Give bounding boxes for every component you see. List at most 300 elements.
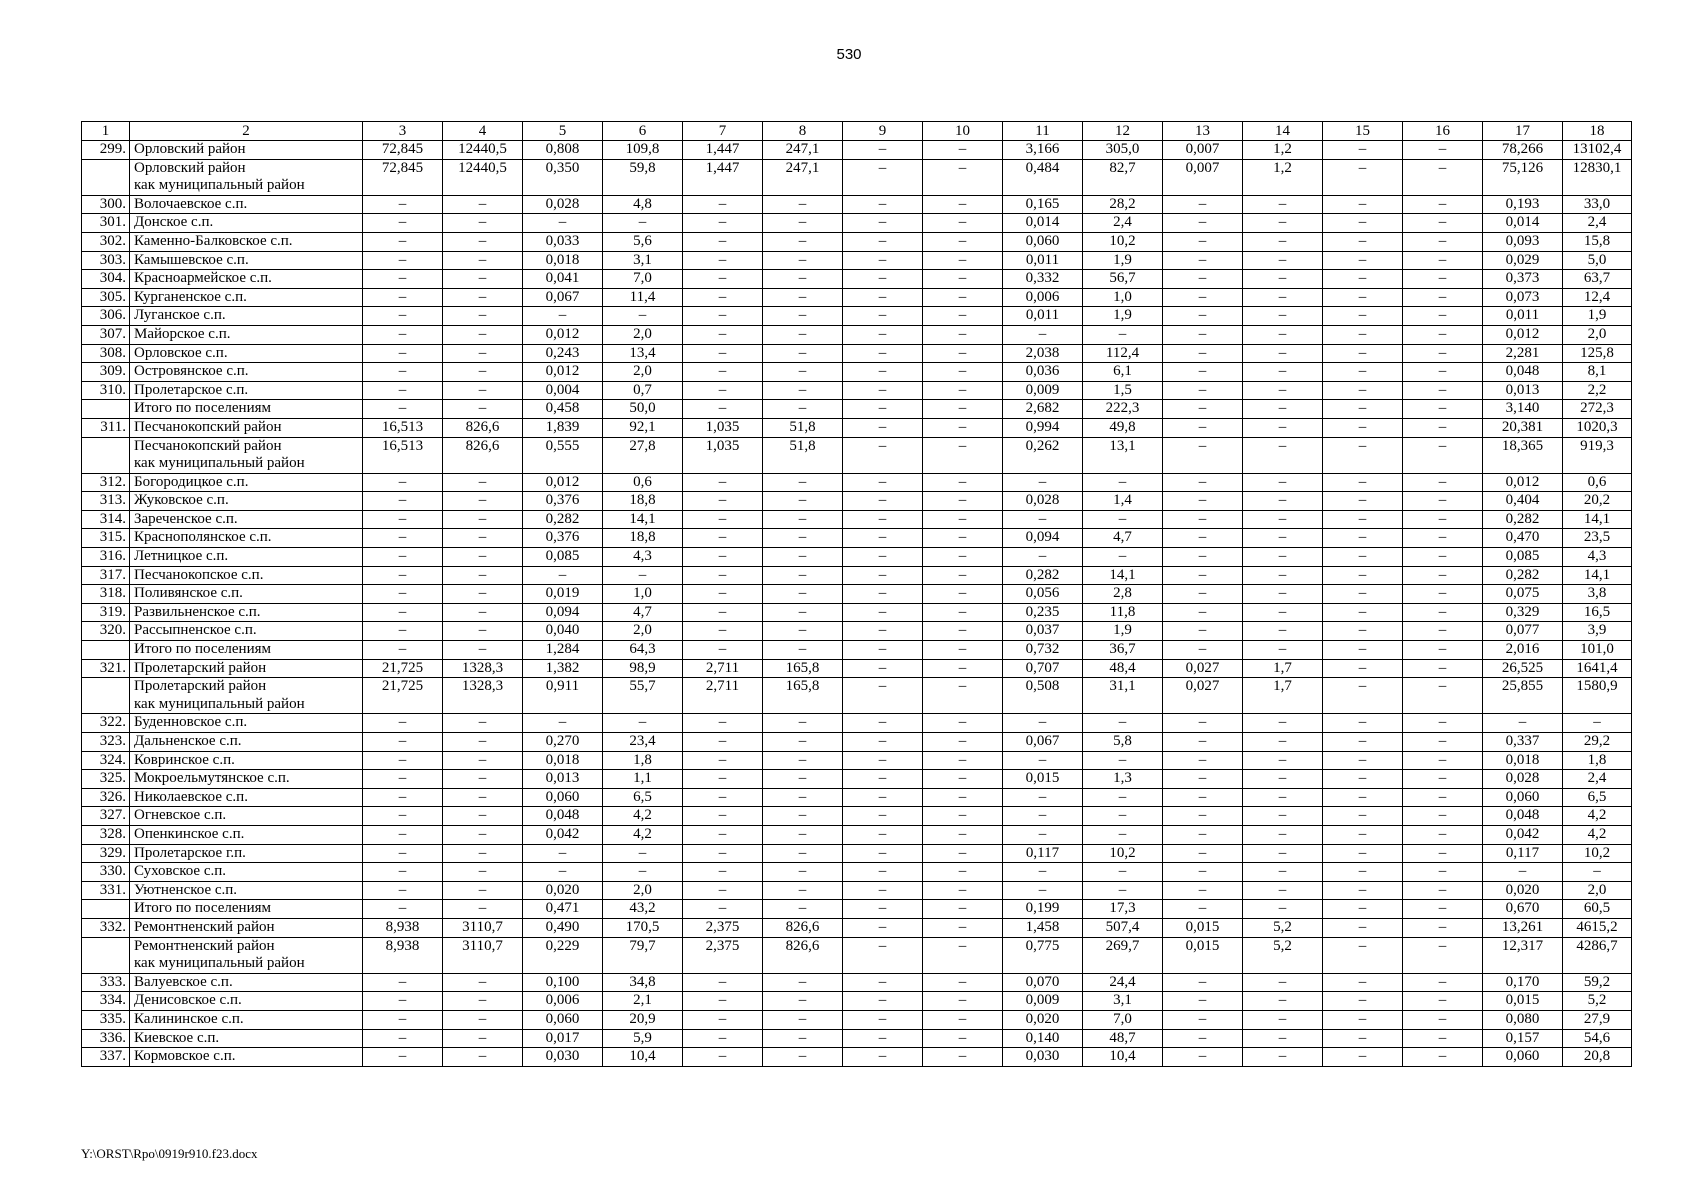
table-cell: – [683, 603, 763, 622]
column-header: 15 [1323, 122, 1403, 141]
table-cell: – [1323, 381, 1403, 400]
table-cell: – [1403, 232, 1483, 251]
table-cell: 2,0 [603, 622, 683, 641]
table-cell: – [763, 714, 843, 733]
row-number: 307. [82, 325, 130, 344]
table-cell: – [843, 214, 923, 233]
table-cell: – [843, 159, 923, 195]
table-cell: – [1403, 714, 1483, 733]
table-cell: 0,117 [1003, 844, 1083, 863]
table-cell: – [1083, 881, 1163, 900]
row-number: 316. [82, 548, 130, 567]
table-cell: – [1163, 844, 1243, 863]
table-cell: 1580,9 [1563, 678, 1632, 714]
table-cell: – [843, 807, 923, 826]
table-cell: 0,100 [523, 973, 603, 992]
table-cell: 23,5 [1563, 529, 1632, 548]
table-cell: – [363, 751, 443, 770]
footer-file-path: Y:\ORST\Rpo\0919r910.f23.docx [81, 1146, 258, 1161]
table-cell: – [1163, 714, 1243, 733]
table-cell: – [1323, 788, 1403, 807]
table-cell: – [843, 603, 923, 622]
row-name: Майорское с.п. [130, 325, 363, 344]
table-cell: – [683, 900, 763, 919]
table-cell: 0,282 [1483, 510, 1563, 529]
table-cell: – [1403, 141, 1483, 160]
table-cell: 79,7 [603, 937, 683, 973]
column-header: 10 [923, 122, 1003, 141]
table-cell: 0,085 [523, 548, 603, 567]
table-cell: 1,035 [683, 418, 763, 437]
table-cell: – [1243, 733, 1323, 752]
table-cell: – [1403, 937, 1483, 973]
table-cell: – [1403, 900, 1483, 919]
table-cell: 0,015 [1483, 992, 1563, 1011]
table-cell: – [1243, 751, 1323, 770]
table-cell: – [363, 1048, 443, 1067]
table-cell: 0,028 [1003, 492, 1083, 511]
table-cell: – [1403, 195, 1483, 214]
table-cell: – [1083, 325, 1163, 344]
table-cell: 4,2 [603, 825, 683, 844]
row-number: 323. [82, 733, 130, 752]
table-cell: – [683, 641, 763, 660]
table-cell: – [683, 344, 763, 363]
table-cell: – [1323, 622, 1403, 641]
row-number: 330. [82, 863, 130, 882]
table-cell: – [1323, 344, 1403, 363]
table-cell: – [763, 992, 843, 1011]
table-cell: – [1403, 992, 1483, 1011]
row-number: 326. [82, 788, 130, 807]
table-cell: – [843, 418, 923, 437]
table-cell: – [1403, 529, 1483, 548]
table-cell: – [1323, 900, 1403, 919]
table-cell: – [923, 844, 1003, 863]
table-cell: 0,070 [1003, 973, 1083, 992]
table-cell: – [1323, 603, 1403, 622]
table-cell: 8,938 [363, 937, 443, 973]
table-cell: 4,7 [603, 603, 683, 622]
table-row [82, 863, 1632, 882]
table-cell: – [363, 900, 443, 919]
table-cell: – [1403, 418, 1483, 437]
row-number: 313. [82, 492, 130, 511]
table-cell: – [443, 733, 523, 752]
table-cell: – [683, 844, 763, 863]
table-cell: – [1323, 437, 1403, 473]
table-cell: – [603, 714, 683, 733]
table-cell: 10,2 [1083, 232, 1163, 251]
table-cell: 0,040 [523, 622, 603, 641]
table-cell: – [1403, 807, 1483, 826]
table-cell: 0,067 [523, 288, 603, 307]
table-cell: – [1243, 473, 1323, 492]
table-cell: – [443, 307, 523, 326]
table-cell: – [923, 548, 1003, 567]
table-cell: – [843, 510, 923, 529]
row-number: 301. [82, 214, 130, 233]
table-cell: 0,013 [523, 770, 603, 789]
table-cell: 0,018 [523, 251, 603, 270]
table-cell: – [763, 270, 843, 289]
table-cell: – [923, 937, 1003, 973]
table-cell: 3,1 [603, 251, 683, 270]
table-cell: – [1003, 863, 1083, 882]
table-cell: 0,011 [1003, 307, 1083, 326]
table-cell: 0,329 [1483, 603, 1563, 622]
table-cell: 0,060 [523, 788, 603, 807]
table-cell: – [1403, 381, 1483, 400]
table-cell: – [1403, 918, 1483, 937]
table-cell: 7,0 [603, 270, 683, 289]
table-cell: – [1083, 788, 1163, 807]
table-cell: – [683, 548, 763, 567]
table-cell: – [843, 641, 923, 660]
table-cell: 0,020 [1483, 881, 1563, 900]
row-number: 319. [82, 603, 130, 622]
table-cell: – [923, 473, 1003, 492]
row-number: 299. [82, 141, 130, 160]
column-header: 4 [443, 122, 523, 141]
table-cell: – [683, 825, 763, 844]
table-cell: – [763, 973, 843, 992]
table-cell: – [1083, 751, 1163, 770]
row-number: 321. [82, 659, 130, 678]
table-cell: – [1163, 622, 1243, 641]
table-cell: – [763, 288, 843, 307]
table-cell: – [603, 844, 683, 863]
table-cell: – [1483, 714, 1563, 733]
row-number: 315. [82, 529, 130, 548]
table-cell: – [363, 973, 443, 992]
table-cell: – [843, 344, 923, 363]
table-cell: – [1243, 307, 1323, 326]
table-row [82, 678, 1632, 714]
table-cell: – [1403, 788, 1483, 807]
table-cell: – [1323, 510, 1403, 529]
table-cell: 0,009 [1003, 992, 1083, 1011]
table-cell: – [523, 566, 603, 585]
table-cell: – [763, 641, 843, 660]
table-cell: – [923, 400, 1003, 419]
table-cell: – [763, 566, 843, 585]
row-number: 333. [82, 973, 130, 992]
table-cell: 0,117 [1483, 844, 1563, 863]
table-row [82, 363, 1632, 382]
table-cell: 125,8 [1563, 344, 1632, 363]
table-cell: – [1323, 881, 1403, 900]
table-cell: – [443, 232, 523, 251]
table-cell: 6,5 [603, 788, 683, 807]
table-cell: 18,8 [603, 529, 683, 548]
table-cell: – [843, 288, 923, 307]
table-cell: 0,048 [1483, 807, 1563, 826]
table-cell: 5,2 [1563, 992, 1632, 1011]
table-cell: – [843, 1048, 923, 1067]
table-cell: – [1243, 825, 1323, 844]
table-row [82, 714, 1632, 733]
table-cell: – [843, 400, 923, 419]
table-cell: 0,6 [603, 473, 683, 492]
table-cell: – [923, 232, 1003, 251]
table-cell: – [363, 344, 443, 363]
row-number: 328. [82, 825, 130, 844]
table-cell: – [1083, 825, 1163, 844]
row-number [82, 400, 130, 419]
table-cell: 63,7 [1563, 270, 1632, 289]
table-cell: 72,845 [363, 141, 443, 160]
table-cell: – [363, 548, 443, 567]
row-name: Николаевское с.п. [130, 788, 363, 807]
table-cell: 0,028 [523, 195, 603, 214]
table-cell: 31,1 [1083, 678, 1163, 714]
table-cell: – [1243, 251, 1323, 270]
table-cell: 109,8 [603, 141, 683, 160]
table-cell: 2,4 [1563, 770, 1632, 789]
table-cell: 0,376 [523, 492, 603, 511]
table-cell: 0,060 [1483, 788, 1563, 807]
table-cell: – [763, 344, 843, 363]
table-cell: 4,2 [603, 807, 683, 826]
table-cell: – [1323, 807, 1403, 826]
table-cell: 5,0 [1563, 251, 1632, 270]
table-cell: – [523, 214, 603, 233]
table-cell: – [763, 473, 843, 492]
table-cell: – [843, 1029, 923, 1048]
table-cell: – [923, 437, 1003, 473]
row-number: 308. [82, 344, 130, 363]
table-cell: – [363, 825, 443, 844]
table-cell: – [923, 141, 1003, 160]
table-cell: – [1243, 214, 1323, 233]
row-number [82, 937, 130, 973]
table-cell: 0,042 [1483, 825, 1563, 844]
table-cell: – [363, 641, 443, 660]
table-cell: 0,994 [1003, 418, 1083, 437]
table-cell: – [763, 825, 843, 844]
table-cell: 1,9 [1083, 307, 1163, 326]
table-cell: – [1323, 159, 1403, 195]
table-cell: – [1323, 363, 1403, 382]
table-cell: – [923, 992, 1003, 1011]
table-cell: – [843, 770, 923, 789]
table-cell: 33,0 [1563, 195, 1632, 214]
table-cell: – [763, 325, 843, 344]
table-cell: 0,085 [1483, 548, 1563, 567]
table-cell: – [1403, 603, 1483, 622]
row-name: Пролетарский район [130, 659, 363, 678]
table-cell: 0,014 [1483, 214, 1563, 233]
table-cell: – [843, 622, 923, 641]
table-cell: 16,5 [1563, 603, 1632, 622]
table-cell: – [1403, 659, 1483, 678]
row-name: Суховское с.п. [130, 863, 363, 882]
row-name: Зареченское с.п. [130, 510, 363, 529]
table-cell: – [1323, 937, 1403, 973]
table-row [82, 751, 1632, 770]
table-cell: 1328,3 [443, 659, 523, 678]
table-cell: – [1483, 863, 1563, 882]
table-cell: – [1323, 195, 1403, 214]
row-number: 325. [82, 770, 130, 789]
table-cell: – [1003, 881, 1083, 900]
table-cell: – [763, 1048, 843, 1067]
table-cell: – [363, 622, 443, 641]
table-cell: – [843, 141, 923, 160]
table-cell: 75,126 [1483, 159, 1563, 195]
table-cell: – [1323, 529, 1403, 548]
table-row [82, 788, 1632, 807]
table-cell: 0,012 [1483, 473, 1563, 492]
row-name: Мокроельмутянское с.п. [130, 770, 363, 789]
table-cell: – [1163, 863, 1243, 882]
table-cell: – [1243, 585, 1323, 604]
table-cell: – [443, 1048, 523, 1067]
table-cell: – [683, 881, 763, 900]
table-cell: – [1403, 844, 1483, 863]
table-cell: – [763, 863, 843, 882]
table-cell: – [923, 973, 1003, 992]
table-cell: 2,682 [1003, 400, 1083, 419]
table-cell: – [923, 585, 1003, 604]
table-cell: 1,9 [1083, 251, 1163, 270]
table-cell: – [1323, 585, 1403, 604]
table-cell: 0,009 [1003, 381, 1083, 400]
table-cell: – [1323, 733, 1403, 752]
table-cell: 0,020 [523, 881, 603, 900]
table-cell: – [1003, 807, 1083, 826]
table-cell: – [363, 325, 443, 344]
table-cell: – [923, 1048, 1003, 1067]
row-number [82, 159, 130, 195]
table-cell: 13,1 [1083, 437, 1163, 473]
table-cell: 0,056 [1003, 585, 1083, 604]
table-cell: 0,041 [523, 270, 603, 289]
row-name: Луганское с.п. [130, 307, 363, 326]
table-cell: 0,060 [1483, 1048, 1563, 1067]
table-cell: – [1403, 825, 1483, 844]
row-number: 317. [82, 566, 130, 585]
table-cell: 11,4 [603, 288, 683, 307]
table-cell: 3,1 [1083, 992, 1163, 1011]
table-cell: 25,855 [1483, 678, 1563, 714]
table-cell: – [1403, 473, 1483, 492]
table-cell: – [923, 603, 1003, 622]
table-cell: – [523, 307, 603, 326]
table-cell: – [363, 400, 443, 419]
table-cell: – [363, 1029, 443, 1048]
table-cell: – [1323, 1048, 1403, 1067]
table-cell: 0,471 [523, 900, 603, 919]
table-cell: 5,2 [1243, 937, 1323, 973]
table-cell: 0,270 [523, 733, 603, 752]
table-cell: 272,3 [1563, 400, 1632, 419]
table-cell: – [923, 381, 1003, 400]
table-cell: – [1163, 585, 1243, 604]
table-cell: – [1243, 232, 1323, 251]
table-cell: – [843, 195, 923, 214]
table-cell: 20,381 [1483, 418, 1563, 437]
table-cell: – [683, 529, 763, 548]
table-cell: – [443, 344, 523, 363]
table-cell: – [1403, 641, 1483, 660]
table-cell: 0,048 [523, 807, 603, 826]
table-cell: – [1243, 344, 1323, 363]
table-cell: 14,1 [1563, 566, 1632, 585]
column-header: 1 [82, 122, 130, 141]
table-cell: 0,094 [1003, 529, 1083, 548]
table-cell: – [363, 251, 443, 270]
row-number: 305. [82, 288, 130, 307]
table-cell: – [843, 325, 923, 344]
table-cell: – [763, 400, 843, 419]
table-cell: – [763, 900, 843, 919]
table-cell: – [843, 566, 923, 585]
table-cell: – [363, 566, 443, 585]
table-cell: 0,042 [523, 825, 603, 844]
table-cell: – [683, 195, 763, 214]
row-name: Орловское с.п. [130, 344, 363, 363]
table-cell: – [1323, 418, 1403, 437]
table-cell: – [1403, 400, 1483, 419]
table-cell: – [923, 1010, 1003, 1029]
table-cell: 2,375 [683, 918, 763, 937]
table-row [82, 992, 1632, 1011]
table-cell: 2,0 [603, 363, 683, 382]
table-cell: – [763, 603, 843, 622]
table-cell: – [443, 195, 523, 214]
table-cell: – [1243, 529, 1323, 548]
table-cell: 18,8 [603, 492, 683, 511]
row-name: Рассыпненское с.п. [130, 622, 363, 641]
table-cell: – [683, 863, 763, 882]
table-cell: – [1323, 714, 1403, 733]
table-cell: 101,0 [1563, 641, 1632, 660]
table-cell: 12,317 [1483, 937, 1563, 973]
table-cell: 1,839 [523, 418, 603, 437]
table-cell: – [1403, 770, 1483, 789]
table-cell: – [1243, 900, 1323, 919]
table-cell: 1328,3 [443, 678, 523, 714]
row-number: 335. [82, 1010, 130, 1029]
table-cell: – [1403, 363, 1483, 382]
table-cell: – [1163, 881, 1243, 900]
table-row [82, 548, 1632, 567]
table-cell: – [523, 714, 603, 733]
table-cell: – [1323, 770, 1403, 789]
table-cell: 0,193 [1483, 195, 1563, 214]
table-cell: – [363, 881, 443, 900]
table-cell: 0,080 [1483, 1010, 1563, 1029]
table-cell: 1,447 [683, 141, 763, 160]
table-cell: – [363, 363, 443, 382]
table-cell: – [1163, 900, 1243, 919]
row-name: Итого по поселениям [130, 400, 363, 419]
table-cell: 0,199 [1003, 900, 1083, 919]
table-cell: 13,4 [603, 344, 683, 363]
table-cell: – [443, 751, 523, 770]
table-row [82, 937, 1632, 973]
table-cell: 0,235 [1003, 603, 1083, 622]
page-number: 530 [836, 46, 862, 63]
table-cell: 0,037 [1003, 622, 1083, 641]
table-cell: – [843, 788, 923, 807]
table-cell: 13102,4 [1563, 141, 1632, 160]
table-cell: 10,4 [603, 1048, 683, 1067]
table-cell: 4,3 [603, 548, 683, 567]
table-cell: – [843, 973, 923, 992]
